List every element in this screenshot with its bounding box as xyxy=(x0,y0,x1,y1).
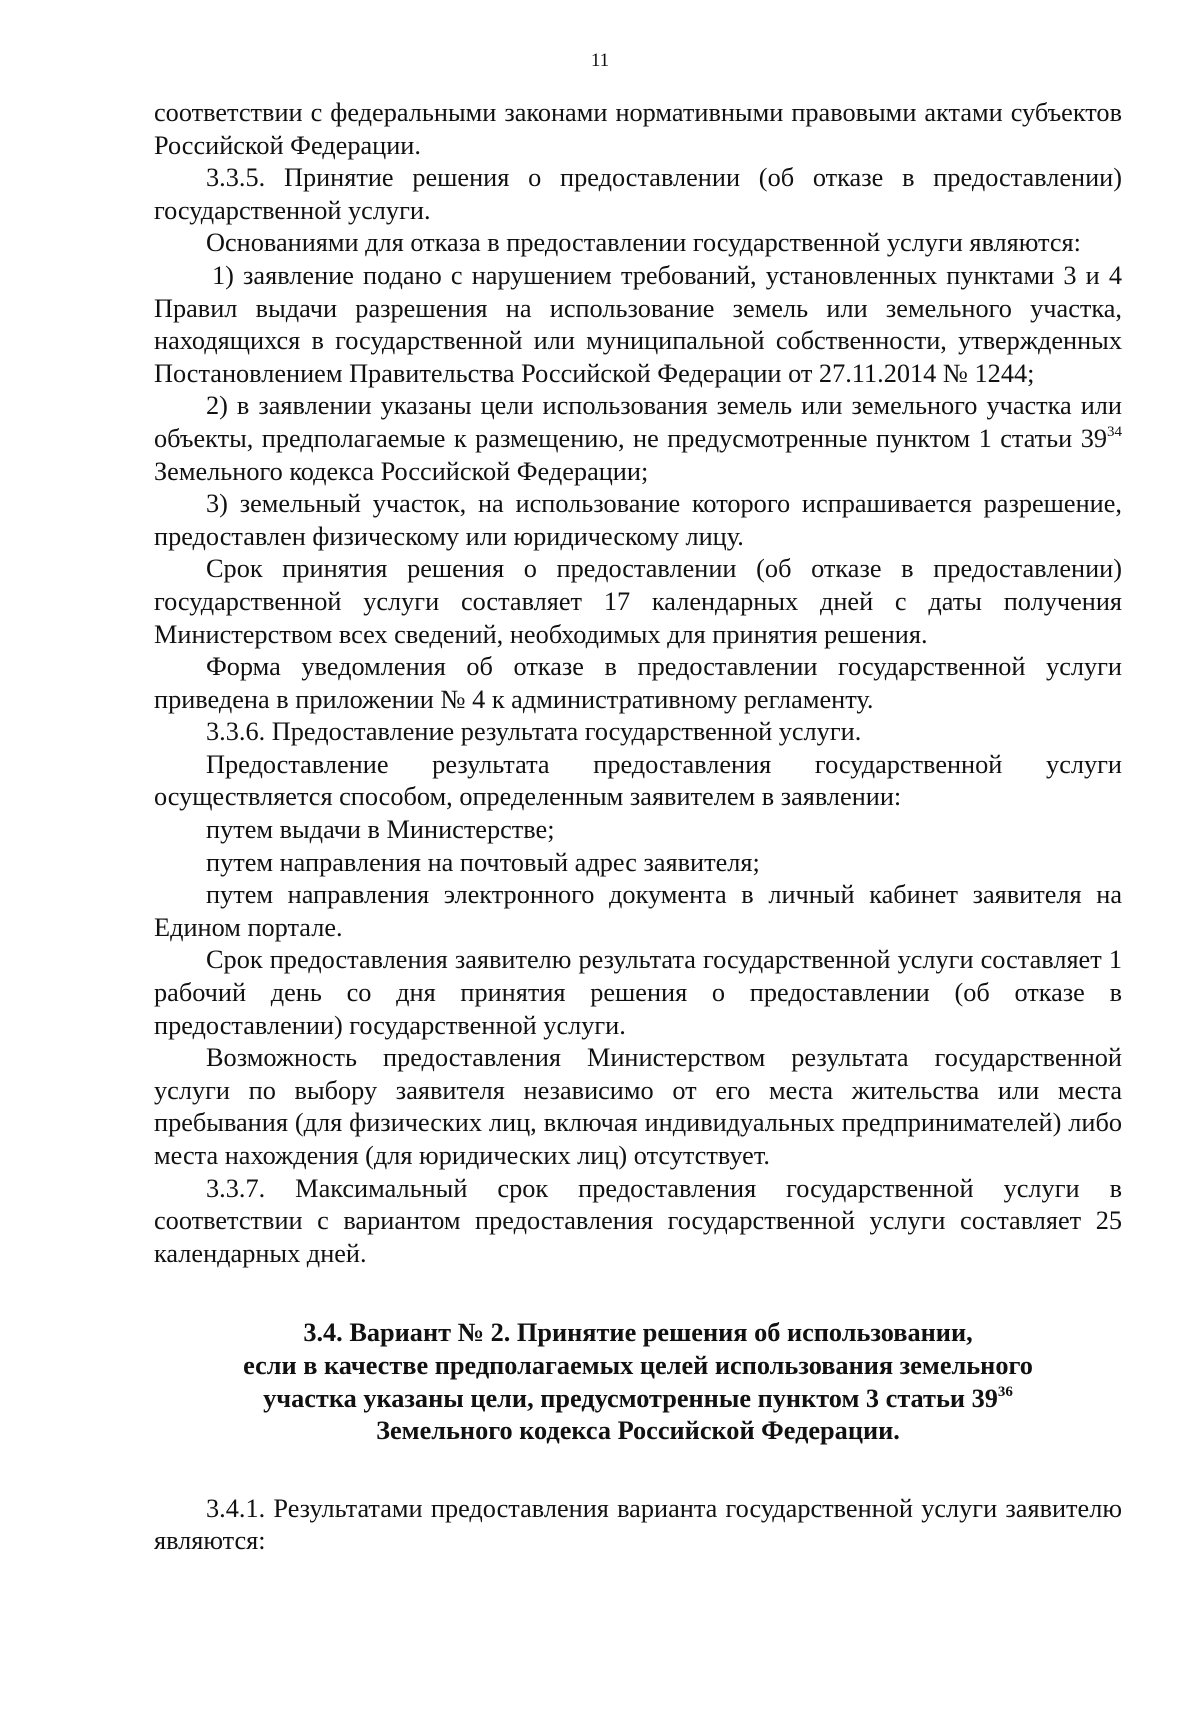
paragraph xyxy=(154,260,1122,390)
paragraph-text: путем направления на почтовый адрес заявителя; xyxy=(206,847,760,877)
page-number: 11 xyxy=(590,50,610,71)
paragraph-text: Форма уведомления об отказе в предоставлении государственной услуги приведена в приложении № 4 к административному регламенту. xyxy=(154,652,1122,714)
section-heading-line: если в качестве предполагаемых целей использования земельного xyxy=(243,1350,1033,1380)
section-heading-text: участка указаны цели, предусмотренные пунктом 3 статьи 39 xyxy=(263,1383,998,1413)
paragraph xyxy=(154,97,1122,162)
paragraph xyxy=(154,651,1122,716)
paragraph xyxy=(154,1173,1122,1271)
paragraph xyxy=(154,162,1122,227)
article-superscript: 34 xyxy=(1107,423,1122,440)
paragraph-text: путем выдачи в Министерстве; xyxy=(206,815,555,845)
paragraph-text: 3.3.5. Принятие решения о предоставлении (об отказе в предоставлении) государственной услуги. xyxy=(154,163,1122,225)
document-body xyxy=(154,97,1122,1558)
paragraph xyxy=(154,944,1122,1042)
paragraph xyxy=(154,716,1122,749)
paragraph xyxy=(154,1042,1122,1172)
paragraph-text: Срок предоставления заявителю результата государственной услуги составляет 1 рабочий день со дня принятия решения о предоставлении (об отказе в предоставлении) государственной услуги. xyxy=(154,945,1122,1040)
paragraph-text: Основаниями для отказа в предоставлении государственной услуги являются: xyxy=(206,228,1081,258)
paragraph-text: соответствии с федеральными законами нормативными правовыми актами субъектов Российской Федерации. xyxy=(154,98,1122,160)
paragraph-text: 3) земельный участок, на использование которого испрашивается разрешение, предоставлен физическому или юридическому лицу. xyxy=(154,489,1122,551)
paragraph xyxy=(154,488,1122,553)
paragraph xyxy=(154,553,1122,651)
article-superscript: 36 xyxy=(997,1383,1013,1400)
paragraph-list xyxy=(154,97,1122,1270)
paragraph xyxy=(154,749,1122,814)
section-heading-line xyxy=(154,1383,1122,1416)
paragraph xyxy=(154,390,1122,488)
section-heading-line: Земельного кодекса Российской Федерации. xyxy=(376,1416,900,1446)
paragraph-text: 3.3.6. Предоставление результата государственной услуги. xyxy=(206,717,862,747)
paragraph-text: Земельного кодекса Российской Федерации; xyxy=(154,456,649,486)
paragraph-text: путем направления электронного документа в личный кабинет заявителя на Едином портале. xyxy=(154,880,1122,942)
section-heading-line: 3.4. Вариант № 2. Принятие решения об использовании, xyxy=(303,1318,973,1348)
paragraph-text: Срок принятия решения о предоставлении (об отказе в предоставлении) государственной услуги составляет 17 календарных дней с даты получения Министерством всех сведений, необходимых для принятия решения. xyxy=(154,554,1122,649)
section-heading xyxy=(154,1317,1122,1447)
paragraph xyxy=(154,847,1122,880)
paragraph: 3.4.1. Результатами предоставления варианта государственной услуги заявителю являются: xyxy=(154,1493,1122,1556)
paragraph-text: Возможность предоставления Министерством результата государственной услуги по выбору заявителя независимо от его места жительства или места пребывания (для физических лиц, включая индивидуальных предпринимателей) либо места нахождения (для юридических лиц) отсутствует. xyxy=(154,1043,1122,1170)
paragraph xyxy=(154,879,1122,944)
paragraph xyxy=(154,227,1122,260)
paragraph-text: Предоставление результата предоставления государственной услуги осуществляется способом, определенным заявителем в заявлении: xyxy=(154,749,1122,812)
paragraph-text: 2) в заявлении указаны цели использования земель или земельного участка или объекты, предполагаемые к размещению, не предусмотренные пунктом 1 статьи 39 xyxy=(154,391,1122,453)
paragraph-text: 3.3.7. Максимальный срок предоставления государственной услуги в соответствии с вариантом предоставления государственной услуги составляет 25 календарных дней. xyxy=(154,1173,1122,1268)
paragraph xyxy=(154,814,1122,847)
paragraph-text: 1) заявление подано с нарушением требований, установленных пунктами 3 и 4 Правил выдачи разрешения на использование земель или земельного участка, находящихся в государственной или муниципальной собственности, утвержденных Постановлением Правительства Российской Федерации от 27.11.2014 № 1244; xyxy=(154,260,1122,388)
